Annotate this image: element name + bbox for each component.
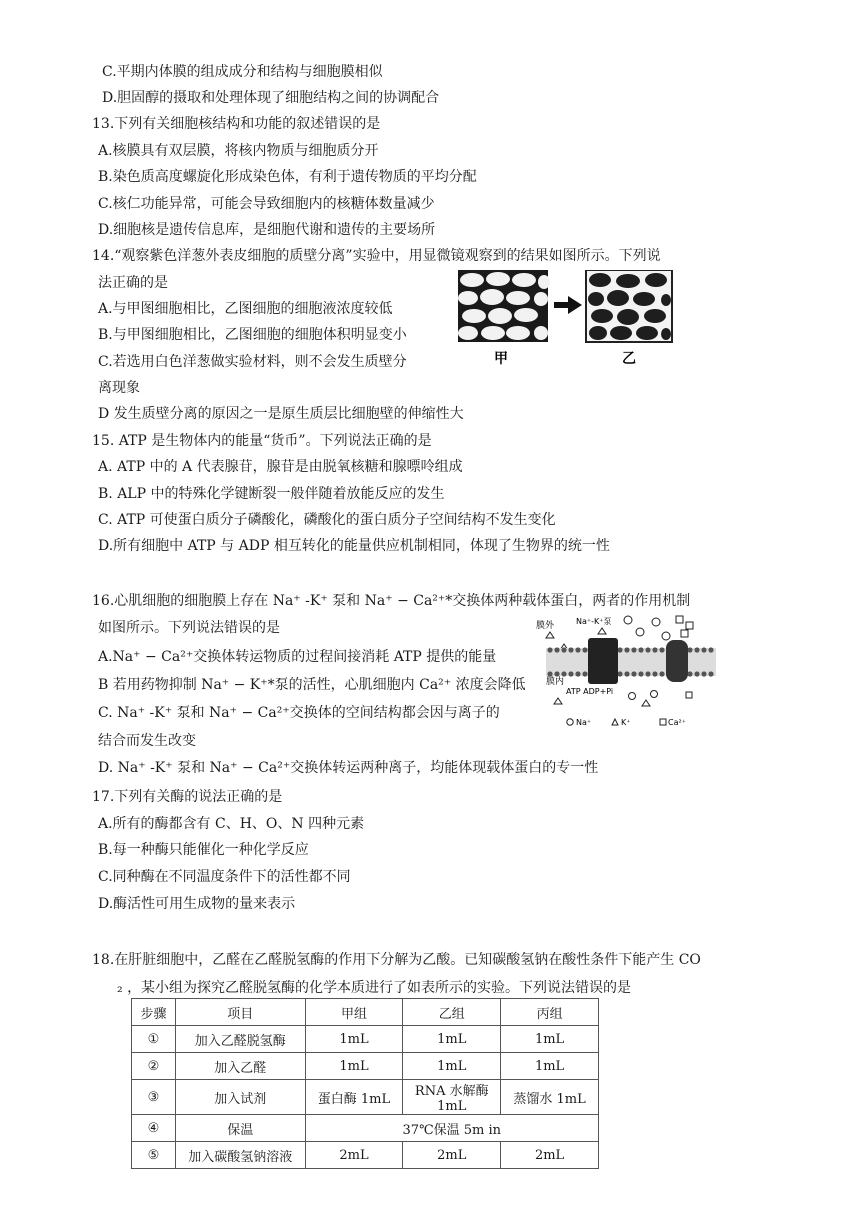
table-cell: 2mL bbox=[403, 1142, 501, 1169]
table-cell: ② bbox=[132, 1053, 176, 1080]
ca-ion-icon bbox=[676, 616, 683, 623]
q14-stem-line2: 法正确的是 bbox=[98, 275, 168, 291]
plasmolysis-figure bbox=[458, 270, 708, 370]
na-ion-icon bbox=[651, 691, 658, 698]
table-cell: 加入试剂 bbox=[175, 1080, 305, 1115]
q16-option-d: D. Na⁺ -K⁺ 泵和 Na⁺ − Ca²⁺交换体转运两种离子，均能体现载体蛋白的专一性 bbox=[98, 760, 599, 776]
table-cell: ⑤ bbox=[132, 1142, 176, 1169]
table-cell: 2mL bbox=[501, 1142, 599, 1169]
cell-membrane bbox=[546, 638, 716, 684]
q15-option-d: D.所有细胞中 ATP 与 ADP 相互转化的能量供应机制相同，体现了生物界的统一性 bbox=[98, 538, 610, 554]
table-cell: 加入碳酸氢钠溶液 bbox=[175, 1142, 305, 1169]
table-cell: 蒸馏水 1mL bbox=[501, 1080, 599, 1115]
q17-stem: 17.下列有关酶的说法正确的是 bbox=[92, 789, 283, 805]
q14-option-c-line2: 离现象 bbox=[98, 380, 140, 396]
table-header-cell: 乙组 bbox=[403, 999, 501, 1026]
legend-k-label: K⁺ bbox=[621, 718, 631, 727]
q13-option-a: A.核膜具有双层膜，将核内物质与细胞质分开 bbox=[98, 143, 379, 159]
table-cell: 加入乙醛 bbox=[175, 1053, 305, 1080]
table-header-cell: 甲组 bbox=[305, 999, 403, 1026]
ca-ion-icon bbox=[681, 630, 688, 637]
na-ion-icon bbox=[636, 628, 644, 636]
q18-stem-line1: 18.在肝脏细胞中，乙醛在乙醛脱氢酶的作用下分解为乙酸。已知碳酸氢钠在酸性条件下能产生 CO bbox=[92, 952, 701, 968]
legend-ca-label: Ca²⁺ bbox=[668, 718, 686, 727]
table-row bbox=[132, 1080, 599, 1115]
q13-option-c: C.核仁功能异常，可能会导致细胞内的核糖体数量减少 bbox=[98, 196, 435, 212]
legend-ca-icon bbox=[660, 719, 666, 725]
q13-stem: 13.下列有关细胞核结构和功能的叙述错误的是 bbox=[92, 116, 381, 132]
q15-option-c: C. ATP 可使蛋白质分子磷酸化，磷酸化的蛋白质分子空间结构不发生变化 bbox=[98, 512, 556, 528]
table-row bbox=[132, 1142, 599, 1169]
q13-option-d: D.细胞核是遗传信息库，是细胞代谢和遗传的主要场所 bbox=[98, 222, 436, 238]
table-row bbox=[132, 1026, 599, 1053]
inside-label: 膜内 bbox=[546, 677, 565, 687]
q12-option-c: C.平期内体膜的组成成分和结构与细胞膜相似 bbox=[102, 64, 383, 80]
k-ion-icon bbox=[546, 632, 554, 638]
ca-ion-icon bbox=[686, 692, 692, 698]
figure-label-jia: 甲 bbox=[494, 351, 508, 367]
k-ion-icon bbox=[642, 700, 650, 706]
q14-option-d: D 发生质壁分离的原因之一是原生质层比细胞壁的伸缩性大 bbox=[98, 406, 464, 422]
q17-option-a: A.所有的酶都含有 C、H、O、N 四种元素 bbox=[98, 816, 365, 832]
table-cell: 1mL bbox=[305, 1026, 403, 1053]
q18-stem-line2: ₂ ，某小组为探究乙醛脱氢酶的化学本质进行了如表所示的实验。下列说法错误的是 bbox=[117, 980, 632, 996]
q17-option-b: B.每一种酶只能催化一种化学反应 bbox=[98, 842, 309, 858]
q17-option-d: D.酶活性可用生成物的量来表示 bbox=[98, 896, 296, 912]
ca-ion-icon bbox=[686, 622, 693, 629]
k-ion-icon bbox=[598, 628, 606, 634]
cells-panel-after bbox=[586, 270, 672, 342]
table-cell: 1mL bbox=[501, 1026, 599, 1053]
q14-option-b: B.与甲图细胞相比，乙图细胞的细胞体积明显变小 bbox=[98, 327, 407, 343]
table-cell: 加入乙醛脱氢酶 bbox=[175, 1026, 305, 1053]
table-cell: 保温 bbox=[175, 1115, 305, 1142]
q15-option-b: B. ALP 中的特殊化学键断裂一般伴随着放能反应的发生 bbox=[98, 486, 445, 502]
table-header-cell: 丙组 bbox=[501, 999, 599, 1026]
membrane-transport-figure bbox=[536, 610, 720, 732]
q16-option-a: A.Na⁺ − Ca²⁺交换体转运物质的过程间接消耗 ATP 提供的能量 bbox=[98, 649, 497, 665]
q15-option-a: A. ATP 中的 A 代表腺苷，腺苷是由脱氧核糖和腺嘌呤组成 bbox=[98, 459, 463, 475]
table-cell: 1mL bbox=[305, 1053, 403, 1080]
q14-stem-line1: 14.“观察紫色洋葱外表皮细胞的质壁分离”实验中，用显微镜观察到的结果如图所示。下列说 bbox=[92, 248, 661, 264]
q16-option-c-line2: 结合而发生改变 bbox=[98, 733, 196, 749]
table-cell: ④ bbox=[132, 1115, 176, 1142]
q16-stem-line1: 16.心肌细胞的细胞膜上存在 Na⁺ -K⁺ 泵和 Na⁺ − Ca²⁺*交换体两种载体蛋白，两者的作用机制 bbox=[92, 593, 691, 609]
q13-option-b: B.染色质高度螺旋化形成染色体，有利于遗传物质的平均分配 bbox=[98, 169, 477, 185]
na-ion-icon bbox=[662, 632, 670, 640]
na-ca-exchanger-protein bbox=[666, 640, 688, 682]
q15-stem: 15. ATP 是生物体内的能量“货币”。下列说法正确的是 bbox=[92, 433, 432, 449]
na-ion-icon bbox=[624, 616, 632, 624]
q16-option-c-line1: C. Na⁺ -K⁺ 泵和 Na⁺ − Ca²⁺交换体的空间结构都会因与离子的 bbox=[98, 705, 500, 721]
table-cell: 2mL bbox=[305, 1142, 403, 1169]
atp-label: ATP ADP+Pi bbox=[566, 687, 614, 696]
figure-label-yi: 乙 bbox=[622, 351, 636, 367]
table-cell-merged: 37℃保温 5m in bbox=[305, 1115, 598, 1142]
outside-label: 膜外 bbox=[536, 621, 555, 631]
q17-option-c: C.同种酶在不同温度条件下的活性都不同 bbox=[98, 869, 351, 885]
arrow-icon bbox=[554, 296, 582, 314]
q16-option-b: B 若用药物抑制 Na⁺ − K⁺*泵的活性，心肌细胞内 Ca²⁺ 浓度会降低 bbox=[98, 677, 526, 693]
q16-stem-line2: 如图所示。下列说法错误的是 bbox=[98, 620, 280, 636]
q12-option-d: D.胆固醇的摄取和处理体现了细胞结构之间的协调配合 bbox=[102, 90, 440, 106]
table-header-cell: 项目 bbox=[175, 999, 305, 1026]
na-ion-icon bbox=[652, 618, 660, 626]
table-cell: RNA 水解酶 1mL bbox=[403, 1080, 501, 1115]
q14-option-c-line1: C.若选用白色洋葱做实验材料，则不会发生质壁分 bbox=[98, 354, 407, 370]
table-cell: 1mL bbox=[501, 1053, 599, 1080]
legend-na-icon bbox=[567, 719, 573, 725]
table-header-cell: 步骤 bbox=[132, 999, 176, 1026]
pump-label: Na⁺-K⁺泵 bbox=[576, 617, 612, 626]
table-cell: 1mL bbox=[403, 1026, 501, 1053]
table-cell: ③ bbox=[132, 1080, 176, 1115]
na-ion-icon bbox=[629, 693, 636, 700]
cells-panel-before bbox=[458, 270, 550, 342]
na-k-pump-protein bbox=[588, 638, 618, 684]
legend-k-icon bbox=[612, 719, 618, 725]
q14-option-a: A.与甲图细胞相比，乙图细胞的细胞液浓度较低 bbox=[98, 301, 393, 317]
table-row bbox=[132, 1053, 599, 1080]
table-cell: 蛋白酶 1mL bbox=[305, 1080, 403, 1115]
table-header-row bbox=[132, 999, 599, 1026]
legend-na-label: Na⁺ bbox=[576, 718, 592, 727]
experiment-table bbox=[131, 998, 599, 1169]
table-cell: ① bbox=[132, 1026, 176, 1053]
k-ion-icon bbox=[554, 698, 562, 704]
table-cell: 1mL bbox=[403, 1053, 501, 1080]
table-row bbox=[132, 1115, 599, 1142]
